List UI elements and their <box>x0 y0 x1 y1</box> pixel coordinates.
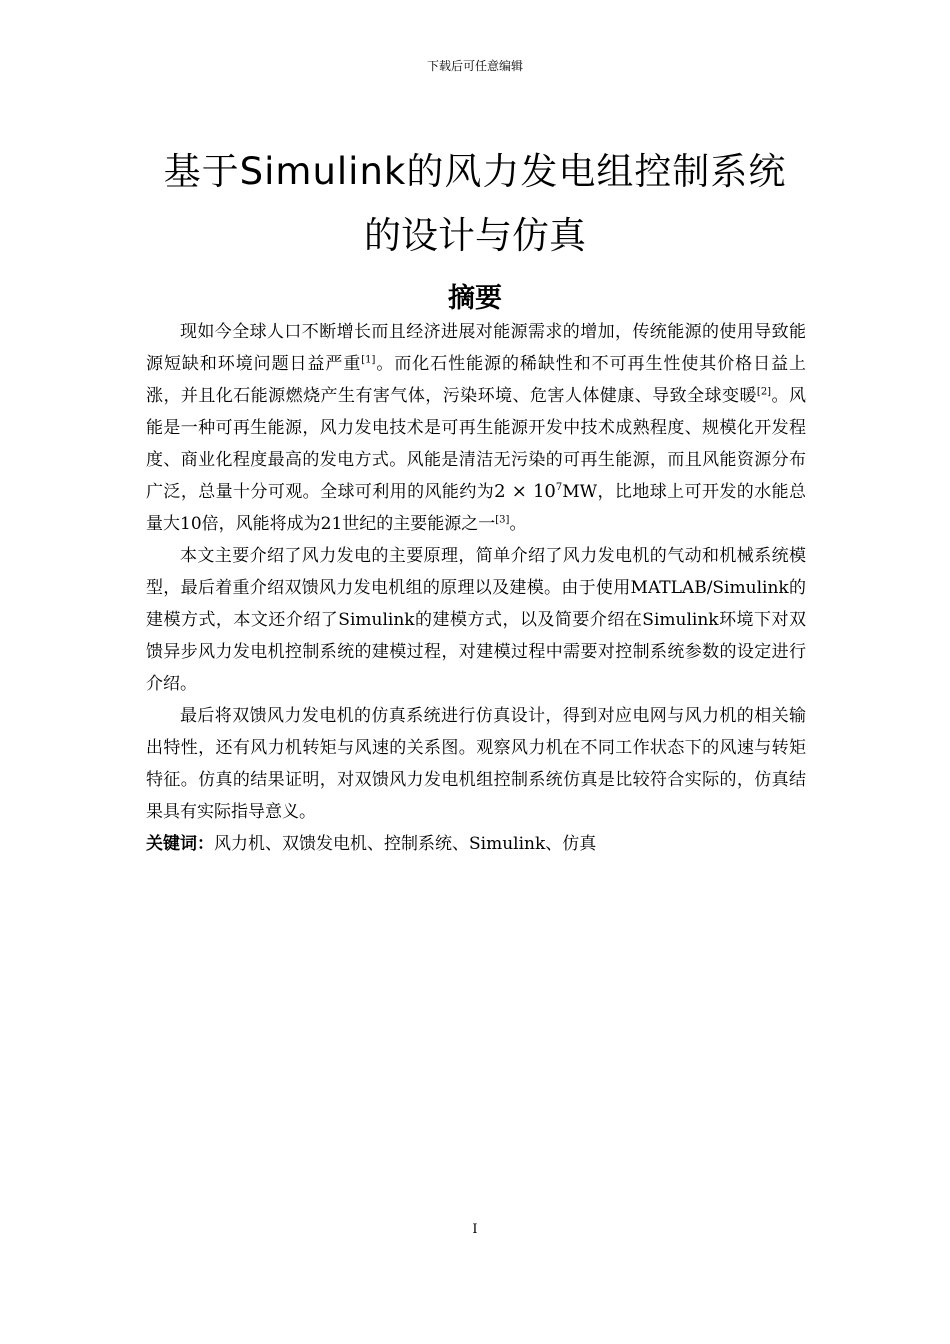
citation-3: [3] <box>495 514 510 526</box>
document-title-line2: 的设计与仿真 <box>364 214 586 257</box>
p1-text-b: 。而化石性能源的稀缺性和不可再生性使其价格日益上涨，并且化石能源燃烧产生有害气体，污染环境、危害人体健康、导致全球变暖 <box>146 354 807 406</box>
math-exponent: 7 <box>555 482 563 493</box>
abstract-paragraph-3: 最后将双馈风力发电机的仿真系统进行仿真设计，得到对应电网与风力机的相关输出特性，还有风力机转矩与风速的关系图。观察风力机在不同工作状态下的风速与转矩特征。仿真的结果证明，对双馈风力发电机组控制系统仿真是比较符合实际的，仿真结果具有实际指导意义。 <box>146 706 806 822</box>
math-formula <box>494 481 562 502</box>
page-number: I <box>472 1222 478 1237</box>
citation-1: [1] <box>361 354 376 366</box>
document-title-line1: 基于Simulink的风力发电组控制系统 <box>163 150 787 193</box>
p1-text-a: 现如今全球人口不断增长而且经济进展对能源需求的增加，传统能源的使用导致能源短缺和环境问题日益严重 <box>146 322 806 374</box>
p1-text-d: MW，比地球上可开发的水能总量大10倍，风能将成为21世纪的主要能源之一 <box>146 482 806 534</box>
keywords-label: 关键词： <box>146 834 214 854</box>
keywords-line <box>146 828 806 860</box>
abstract-body <box>146 316 806 860</box>
abstract-paragraph-2: 本文主要介绍了风力发电的主要原理，简单介绍了风力发电机的气动和机械系统模型，最后着重介绍双馈风力发电机组的原理以及建模。由于使用MATLAB/Simulink的建模方式，本文还介绍了Simulink的建模方式，以及简要介绍在Simulink环境下对双馈异步风力发电机控制系统的建模过程，对建模过程中需要对控制系统参数的设定进行介绍。 <box>146 546 806 694</box>
p1-text-e: 。 <box>509 514 527 534</box>
math-base: 2 × 10 <box>494 481 556 502</box>
citation-2: [2] <box>756 386 772 398</box>
keywords-value: 风力机、双馈发电机、控制系统、Simulink、仿真 <box>214 834 597 854</box>
page-header: 下载后可任意编辑 <box>426 59 523 73</box>
abstract-heading: 摘要 <box>448 283 502 314</box>
p1-text-c: 。风能是一种可再生能源，风力发电技术是可再生能源开发中技术成熟程度、规模化开发程度、商业化程度最高的发电方式。风能是清洁无污染的可再生能源，而且风能资源分布广泛，总量十分可观。全球可利用的风能约为 <box>146 386 807 502</box>
abstract-paragraph-1 <box>146 316 806 540</box>
